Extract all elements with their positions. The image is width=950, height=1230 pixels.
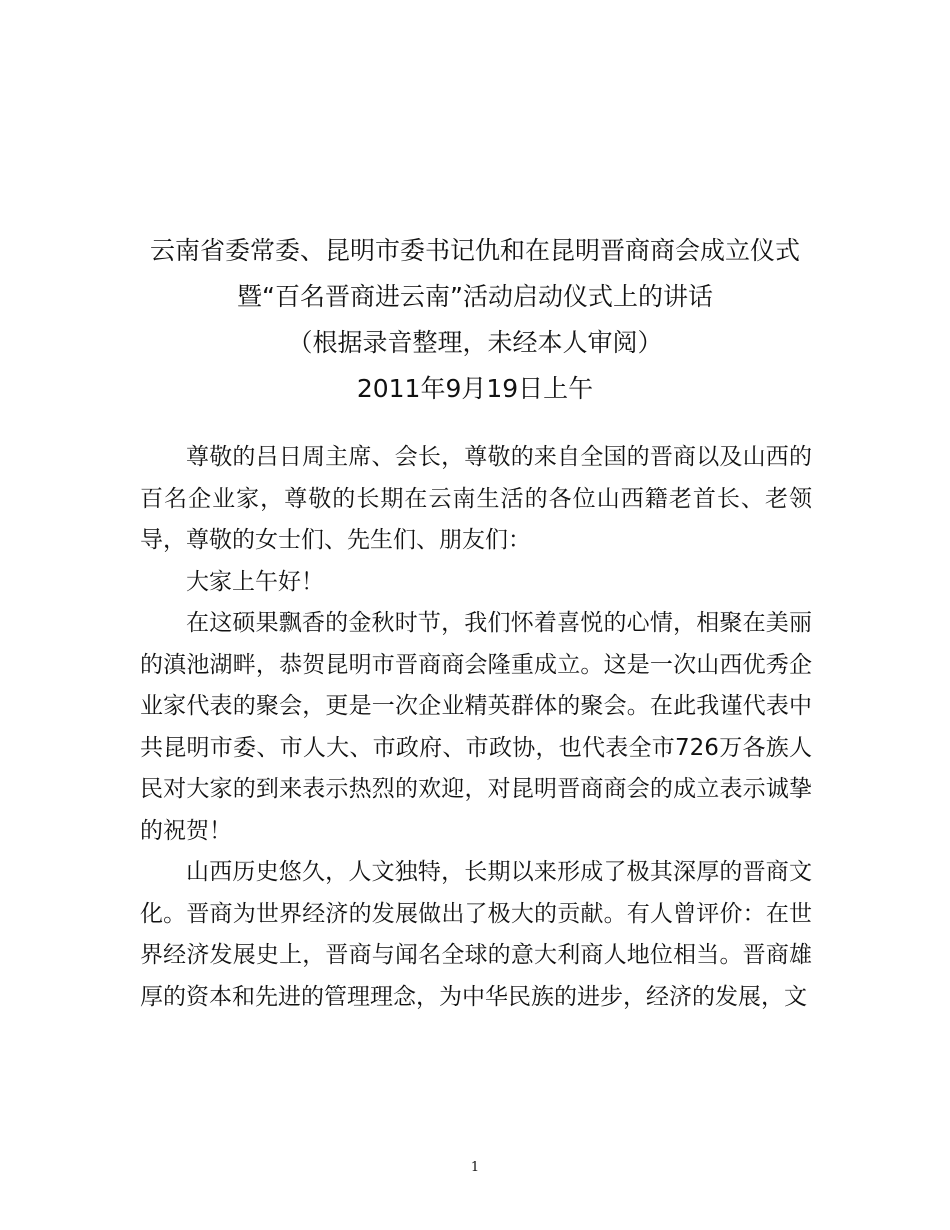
title-line-1: 云南省委常委、昆明市委书记仇和在昆明晋商商会成立仪式 [149,236,800,265]
paragraph-welcome: 在这硕果飘香的金秋时节，我们怀着喜悦的心情，相聚在美丽的滇池湖畔，恭贺昆明市晋商商会隆重成立。这是一次山西优秀企业家代表的聚会，更是一次企业精英群体的聚会。在此我谨代表中共昆明市委、市人大、市政府、市政协，也代表全市726万各族人民对大家的到来表示热烈的欢迎，对昆明晋商商会的成立表示诚挚的祝贺！ [140,610,812,844]
title-line-2: 暨“百名晋商进云南”活动启动仪式上的讲话 [237,282,713,311]
paragraph-greeting-audience: 尊敬的吕日周主席、会长，尊敬的来自全国的晋商以及山西的百名企业家，尊敬的长期在云南生活的各位山西籍老首长、老领导，尊敬的女士们、先生们、朋友们： [140,444,812,553]
paragraph-shanxi-history: 山西历史悠久，人文独特，长期以来形成了极其深厚的晋商文化。晋商为世界经济的发展做出了极大的贡献。有人曾评价：在世界经济发展史上，晋商与闻名全球的意大利商人地位相当。晋商雄厚的资本和先进的管理理念，为中华民族的进步，经济的发展，文 [140,859,812,1010]
speech-date: 2011年9月19日上午 [356,374,594,403]
page-number: 1 [470,1160,480,1175]
speech-body [140,437,812,1018]
title-note: （根据录音整理，未经本人审阅） [287,328,663,357]
paragraph-good-morning: 大家上午好！ [186,568,324,595]
document-title [0,228,950,412]
